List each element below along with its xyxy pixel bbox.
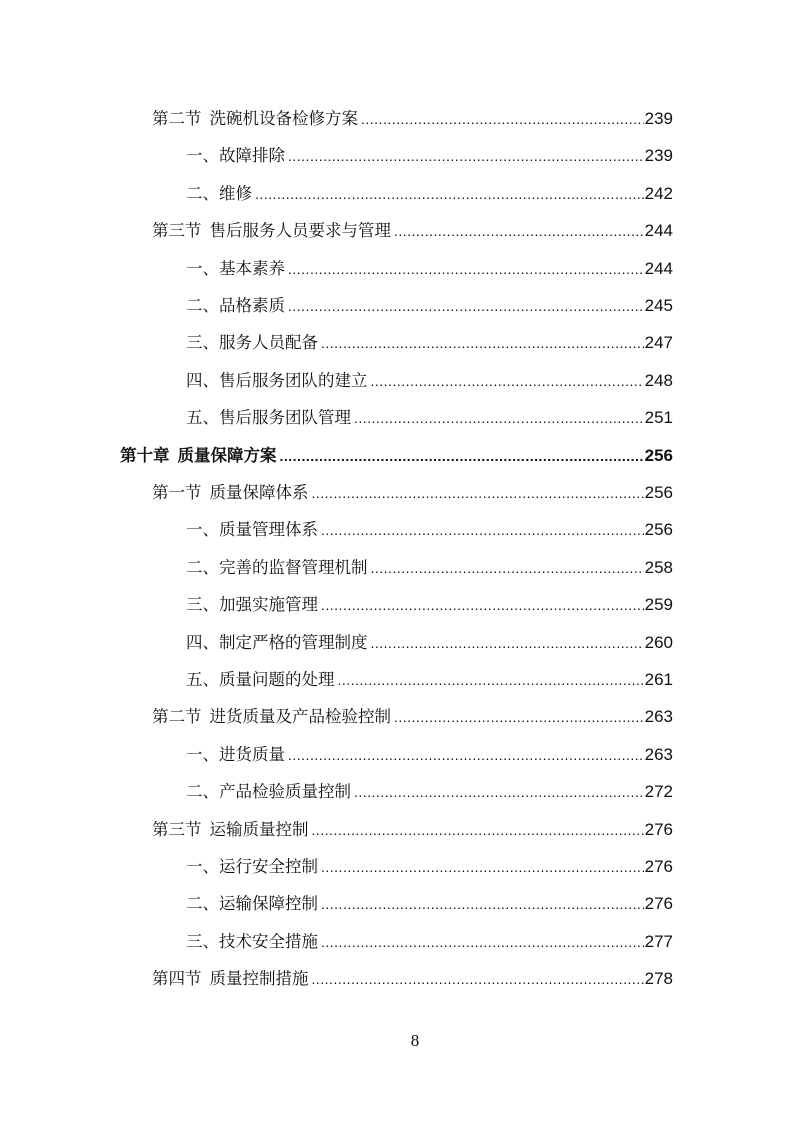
toc-entry-label [152,218,391,244]
toc-section[interactable] [152,966,673,992]
toc-section[interactable] [152,480,673,506]
toc-item[interactable] [186,143,673,169]
dot-leader [280,443,644,469]
toc-entry-page: 258 [644,557,673,577]
toc-entry-prefix: 二、 [186,557,219,577]
toc-entry-label [186,779,351,805]
toc-entry-title: 完善的监督管理机制 [219,557,368,577]
toc-item[interactable] [186,330,673,356]
toc-entry-page: 272 [644,782,673,802]
toc-entry-title: 产品检验质量控制 [219,782,351,802]
dot-leader [255,181,644,207]
toc-entry-prefix: 三、 [186,931,219,951]
toc-section[interactable] [152,218,673,244]
dot-leader [312,966,644,992]
dot-leader [394,704,644,730]
dot-leader [371,630,644,656]
toc-entry-prefix: 五、 [186,670,219,689]
toc-entry-label [152,966,309,992]
toc-item[interactable] [186,517,673,543]
toc-entry-page: 276 [644,819,673,839]
toc-entry-page: 245 [644,296,673,315]
toc-entry-prefix: 一、 [186,146,219,166]
toc-entry-prefix: 第四节 [152,969,202,989]
toc-entry-label [186,555,368,581]
toc-entry-prefix: 一、 [186,857,219,876]
toc-entry-page: 247 [644,333,673,353]
toc-entry-prefix: 一、 [186,744,219,764]
toc-entry-page: 256 [644,483,673,502]
toc-entry-page: 256 [644,520,673,540]
toc-section[interactable] [152,704,673,730]
toc-entry-page: 263 [644,707,673,727]
toc-entry-label [186,854,318,880]
toc-item[interactable] [186,854,673,880]
toc-item[interactable] [186,779,673,805]
toc-section[interactable] [152,106,673,132]
dot-leader [288,256,644,282]
dot-leader [371,368,644,394]
toc-entry-label [186,517,318,543]
dot-leader [354,405,644,431]
toc-entry-title: 售后服务人员要求与管理 [209,221,391,241]
toc-entry-label [152,480,309,506]
toc-entry-label [186,742,285,768]
toc-entry-prefix: 第三节 [152,221,202,241]
toc-entry-prefix: 三、 [186,595,219,615]
toc-entry-prefix: 五、 [186,408,219,428]
toc-item[interactable] [186,405,673,431]
toc-entry-title: 进货质量及产品检验控制 [209,707,391,727]
dot-leader [321,891,644,917]
dot-leader [321,854,644,880]
dot-leader [321,592,644,618]
toc-item[interactable] [186,742,673,768]
toc-entry-title: 基本素养 [219,258,285,278]
toc-entry-page: 263 [644,744,673,764]
toc-entry-page: 239 [644,146,673,166]
toc-item[interactable] [186,891,673,917]
toc-item[interactable] [186,630,673,656]
page-number: 8 [410,1031,420,1050]
toc-entry-title: 质量保障体系 [209,483,309,502]
toc-section[interactable] [152,817,673,843]
toc-entry-title: 洗碗机设备检修方案 [209,109,358,128]
toc-entry-prefix: 三、 [186,333,219,353]
toc-entry-title: 质量问题的处理 [219,670,335,689]
toc-entry-title: 服务人员配备 [219,333,318,353]
toc-entry-page: 244 [644,258,673,278]
toc-entry-prefix: 第三节 [152,819,202,839]
toc-entry-label [186,667,335,693]
toc-entry-prefix: 第二节 [152,109,202,128]
dot-leader [288,293,644,319]
toc-entry-title: 质量管理体系 [219,520,318,540]
toc-entry-label [186,181,252,207]
toc-entry-page: 256 [644,445,673,465]
toc-item[interactable] [186,555,673,581]
toc-entry-prefix: 四、 [186,632,219,652]
toc-item[interactable] [186,181,673,207]
toc-entry-title: 维修 [219,183,252,203]
dot-leader [288,143,644,169]
toc-entry-prefix: 二、 [186,183,219,203]
toc-entry-label [152,704,391,730]
toc-item[interactable] [186,592,673,618]
toc-entry-prefix: 一、 [186,520,219,540]
toc-entry-prefix: 第二节 [152,707,202,727]
toc-entry-label [120,443,277,469]
toc-entry-title: 加强实施管理 [219,595,318,615]
toc-entry-label [186,330,318,356]
toc-entry-title: 质量控制措施 [209,969,309,989]
toc-entry-page: 251 [644,408,673,428]
toc-entry-label [186,293,285,319]
dot-leader [312,480,644,506]
toc-entry-title: 运输保障控制 [219,894,318,914]
toc-entry-prefix: 二、 [186,782,219,802]
toc-entry-page: 244 [644,221,673,241]
dot-leader [321,929,644,955]
toc-item[interactable] [186,929,673,955]
dot-leader [371,555,644,581]
dot-leader [321,517,644,543]
toc-entry-title: 质量保障方案 [177,445,277,465]
toc-entry-title: 运行安全控制 [219,857,318,876]
toc-item[interactable] [186,256,673,282]
toc-entry-page: 260 [644,632,673,652]
dot-leader [361,106,644,132]
toc-item[interactable] [186,667,673,693]
toc-entry-page: 276 [644,894,673,914]
dot-leader [394,218,644,244]
toc-entry-label [186,256,285,282]
toc-entry-label [152,817,309,843]
toc-entry-title: 进货质量 [219,744,285,764]
toc-entry-prefix: 一、 [186,258,219,278]
toc-entry-page: 248 [644,370,673,390]
dot-leader [354,779,644,805]
toc-entry-title: 售后服务团队管理 [219,408,351,428]
toc-entry-label [186,405,351,431]
toc-entry-page: 259 [644,595,673,615]
toc-entry-title: 技术安全措施 [219,931,318,951]
toc-chapter[interactable] [120,443,673,469]
toc-entry-title: 品格素质 [219,296,285,315]
toc-entry-title: 运输质量控制 [209,819,309,839]
toc-item[interactable] [186,368,673,394]
toc-entry-prefix: 二、 [186,296,219,315]
toc-entry-prefix: 第十章 [120,445,170,465]
dot-leader [288,742,644,768]
toc-entry-title: 故障排除 [219,146,285,166]
toc-entry-label [186,592,318,618]
toc-entry-label [186,891,318,917]
toc-entry-label [186,630,368,656]
toc-entry-prefix: 二、 [186,894,219,914]
toc-entry-label [186,143,285,169]
toc-entry-label [152,106,358,132]
toc-entry-label [186,929,318,955]
toc-entry-prefix: 四、 [186,370,219,390]
toc-entry-title: 售后服务团队的建立 [219,370,368,390]
toc-item[interactable] [186,293,673,319]
dot-leader [312,817,644,843]
toc-entry-label [186,368,368,394]
toc-entry-prefix: 第一节 [152,483,202,502]
toc-entry-page: 276 [644,857,673,876]
toc-entry-page: 261 [644,670,673,689]
toc-entry-page: 239 [644,109,673,128]
toc-entry-title: 制定严格的管理制度 [219,632,368,652]
toc-entry-page: 242 [644,183,673,203]
dot-leader [338,667,644,693]
toc-entry-page: 277 [644,931,673,951]
dot-leader [321,330,644,356]
toc-entry-page: 278 [644,969,673,989]
